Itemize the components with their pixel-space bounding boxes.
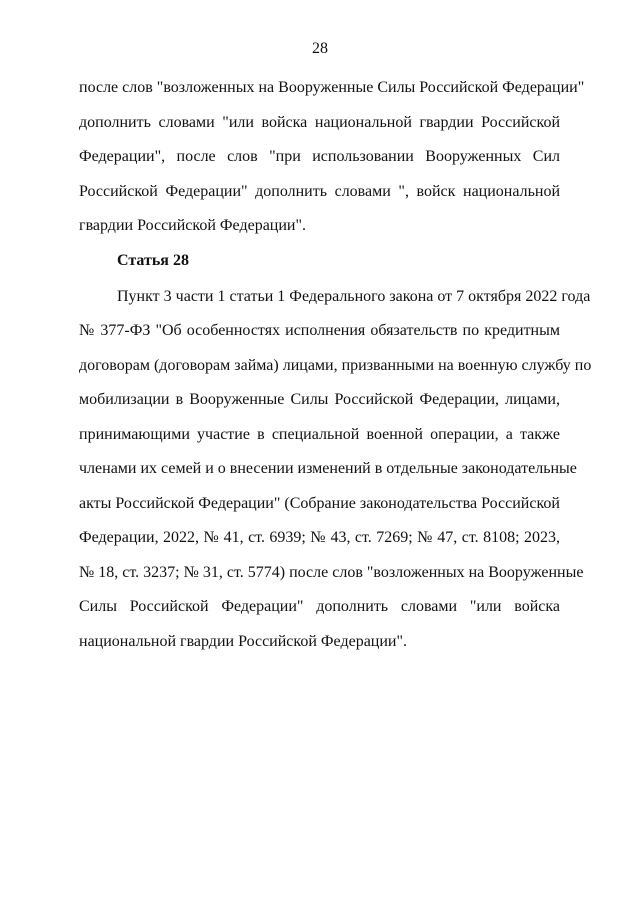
text-line: № 377-ФЗ "Об особенностях исполнения обязательств по кредитным [79,322,560,339]
text-line: Федерации, 2022, № 41, ст. 6939; № 43, ст. 7269; № 47, ст. 8108; 2023, [79,529,560,546]
text-line: Силы Российской Федерации" дополнить словами "или войска [79,598,560,615]
text-line: акты Российской Федерации" (Собрание законодательства Российской [79,495,560,512]
text-line: Федерации", после слов "при использовании Вооруженных Сил [79,148,560,165]
text-line: членами их семей и о внесении изменений в отдельные законодательные [79,460,577,477]
text-line: принимающими участие в специальной военной операции, а также [79,426,560,443]
article-heading: Статья 28 [117,252,189,269]
text-line: дополнить словами "или войска национальной гвардии Российской [79,114,560,131]
text-line: Российской Федерации" дополнить словами ", войск национальной [79,183,560,200]
page-number: 28 [312,40,328,57]
text-line: после слов "возложенных на Вооруженные Силы Российской Федерации" [79,79,585,96]
text-line: мобилизации в Вооруженные Силы Российской Федерации, лицами, [79,391,560,408]
text-line: национальной гвардии Российской Федерации". [79,633,408,650]
text-line: гвардии Российской Федерации". [79,217,307,234]
text-line: № 18, ст. 3237; № 31, ст. 5774) после слов "возложенных на Вооруженные [79,564,584,581]
text-line: Пункт 3 части 1 статьи 1 Федерального закона от 7 октября 2022 года [117,288,591,305]
text-line: договорам (договорам займа) лицами, призванными на военную службу по [79,357,592,374]
